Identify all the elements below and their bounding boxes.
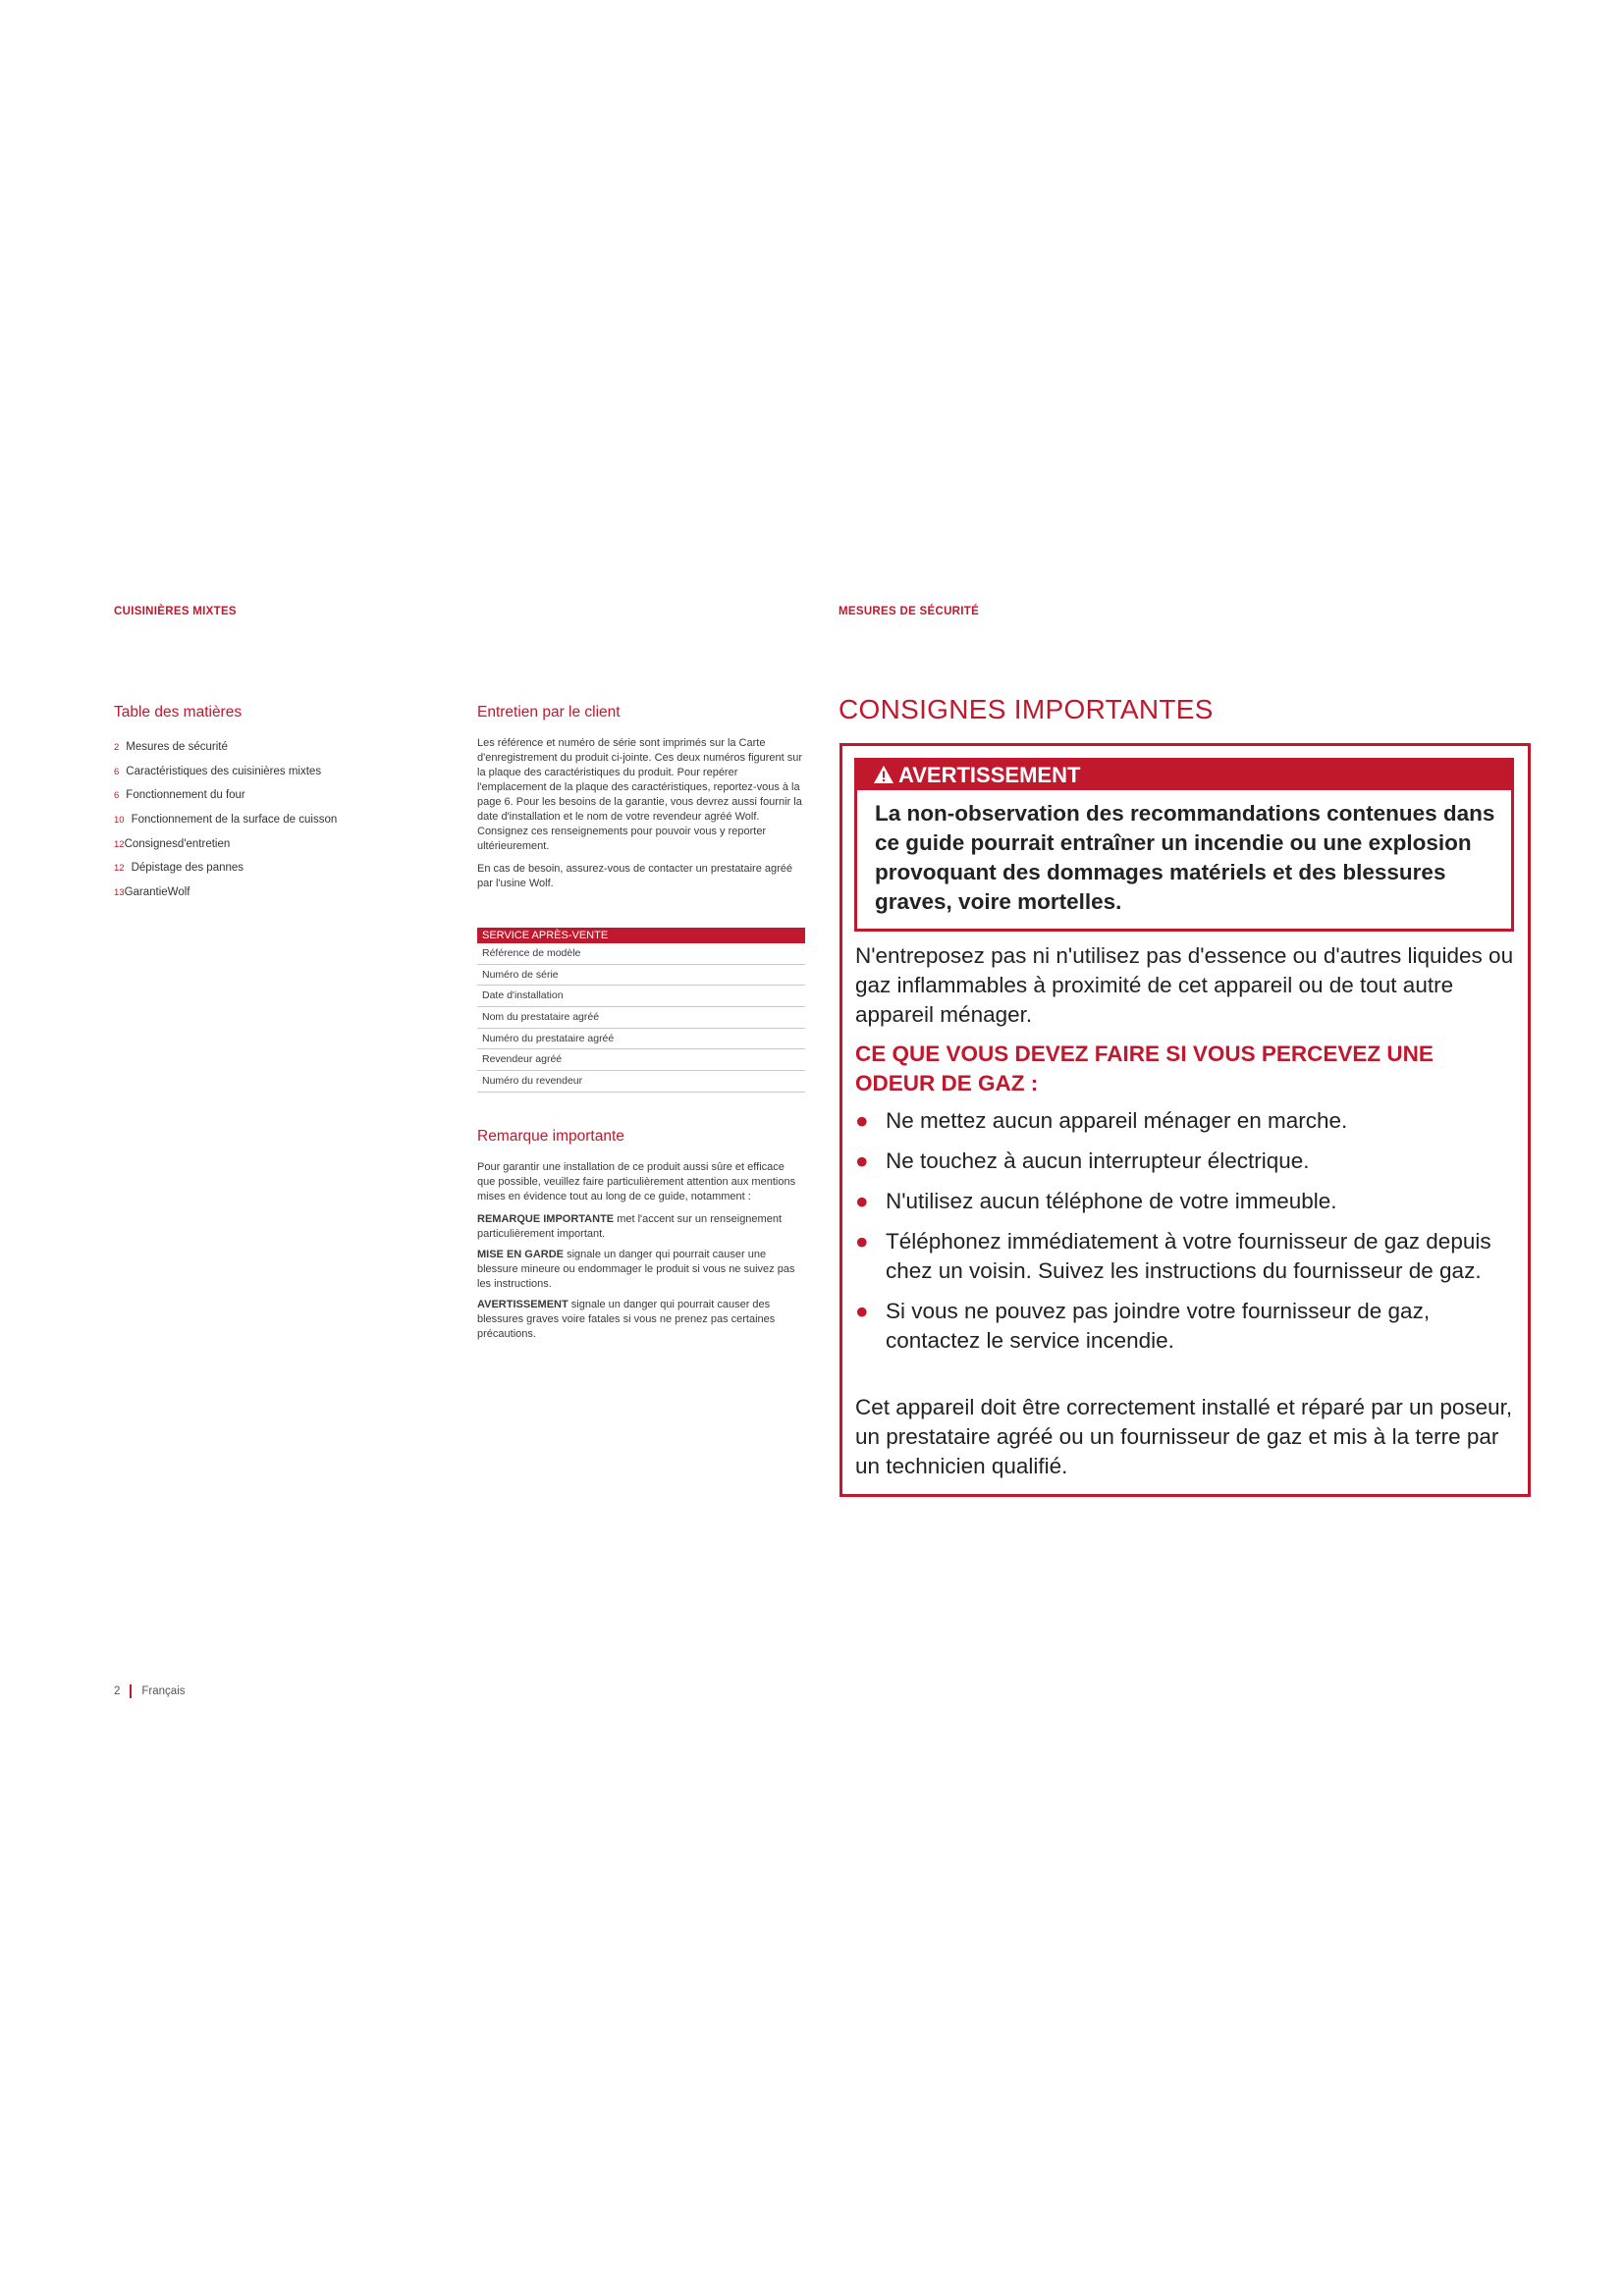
toc-item[interactable] xyxy=(114,861,408,885)
list-item-text: Ne touchez à aucun interrupteur électrique. xyxy=(886,1148,1310,1173)
warning-box xyxy=(854,758,1514,932)
warning-text: La non-observation des recommandations contenues dans ce guide pourrait entraîner un incendie ou une explosion provoquant des dommages matériels et des blessures graves, voire mortelles. xyxy=(875,801,1495,914)
toc-item[interactable] xyxy=(114,885,408,910)
list-item-text: Téléphonez immédiatement à votre fournisseur de gaz depuis chez un voisin. Suivez les instructions du fournisseur de gaz. xyxy=(886,1229,1491,1283)
note-term: AVERTISSEMENT xyxy=(477,1299,568,1310)
list-item-text: N'utilisez aucun téléphone de votre immeuble. xyxy=(886,1189,1337,1213)
toc-page-number: 6 xyxy=(114,790,120,802)
toc-item[interactable] xyxy=(114,740,408,765)
table-of-contents xyxy=(114,740,408,910)
page-number: 2 xyxy=(114,1685,121,1698)
maintenance-paragraph: En cas de besoin, assurez-vous de contacter un prestataire agréé par l'usine Wolf. xyxy=(477,863,793,889)
maintenance-text xyxy=(477,736,805,891)
table-row: Numéro du revendeur xyxy=(477,1071,805,1093)
toc-page-number: 12 xyxy=(114,838,125,850)
list-item-text: Si vous ne pouvez pas joindre votre fournisseur de gaz, contactez le service incendie. xyxy=(886,1299,1431,1353)
maintenance-title: Entretien par le client xyxy=(477,704,621,721)
note-term: MISE EN GARDE xyxy=(477,1249,565,1260)
note-title: Remarque importante xyxy=(477,1128,624,1145)
table-row: Référence de modèle xyxy=(477,943,805,965)
toc-page-number: 2 xyxy=(114,742,120,753)
footer-language: Français xyxy=(141,1685,186,1698)
toc-page-number: 10 xyxy=(114,815,125,827)
toc-item-label: GarantieWolf xyxy=(124,886,190,899)
note-term: REMARQUE IMPORTANTE xyxy=(477,1213,615,1225)
safety-intro: N'entreposez pas ni n'utilisez pas d'essence ou d'autres liquides ou gaz inflammables à proximité de cet appareil ou de tout autre appareil ménager. xyxy=(855,943,1514,1027)
toc-item[interactable] xyxy=(114,837,408,862)
toc-page-number: 13 xyxy=(114,887,125,899)
toc-item-label: Caractéristiques des cuisinières mixtes xyxy=(126,765,322,777)
section-header-right: MESURES DE SÉCURITÉ xyxy=(839,606,980,617)
note-intro: Pour garantir une installation de ce produit aussi sûre et efficace que possible, veuillez faire particulièrement attention aux mentions mises en évidence tout au long de ce guide, notamment : xyxy=(477,1161,796,1202)
toc-page-number: 12 xyxy=(114,863,125,875)
toc-item-label: Dépistage des pannes xyxy=(131,862,244,875)
toc-item-label: Mesures de sécurité xyxy=(126,741,228,753)
warning-label: AVERTISSEMENT xyxy=(898,763,1081,787)
table-row: Revendeur agréé xyxy=(477,1049,805,1071)
note-description: signale un danger qui pourrait causer une blessure mineure ou endommager le produit si vous ne suivez pas les instructions. xyxy=(477,1249,795,1290)
note-item xyxy=(477,1248,805,1292)
bullet-icon: ● xyxy=(855,1189,869,1213)
service-table xyxy=(477,928,805,1093)
note-text xyxy=(477,1160,805,1342)
section-header-left: CUISINIÈRES MIXTES xyxy=(114,606,237,617)
warning-triangle-icon xyxy=(873,765,894,784)
bullet-icon: ● xyxy=(855,1229,869,1254)
toc-item[interactable] xyxy=(114,788,408,813)
gas-heading: CE QUE VOUS DEVEZ FAIRE SI VOUS PERCEVEZ UNE ODEUR DE GAZ : xyxy=(855,1041,1434,1095)
toc-item[interactable] xyxy=(114,813,408,837)
note-item xyxy=(477,1212,805,1242)
table-row: Date d'installation xyxy=(477,986,805,1007)
service-table-header: SERVICE APRÈS-VENTE xyxy=(477,928,805,943)
table-row: Nom du prestataire agréé xyxy=(477,1007,805,1029)
toc-item[interactable] xyxy=(114,765,408,789)
list-item xyxy=(855,1297,1515,1356)
safety-title: CONSIGNES IMPORTANTES xyxy=(839,694,1214,724)
table-row: Numéro de série xyxy=(477,965,805,987)
table-row: Numéro du prestataire agréé xyxy=(477,1029,805,1050)
toc-page-number: 6 xyxy=(114,766,120,777)
toc-item-label: Consignesd'entretien xyxy=(124,837,231,850)
list-item xyxy=(855,1227,1515,1286)
page-footer xyxy=(114,1684,186,1698)
list-item xyxy=(855,1106,1515,1136)
note-description: met l'accent sur un renseignement particulièrement important. xyxy=(477,1213,782,1240)
toc-item-label: Fonctionnement du four xyxy=(126,789,245,802)
toc-item-label: Fonctionnement de la surface de cuisson xyxy=(131,814,338,827)
note-description: signale un danger qui pourrait causer des blessures graves voire fatales si vous ne prenez pas certaines précautions. xyxy=(477,1299,776,1340)
toc-title: Table des matières xyxy=(114,704,243,721)
note-item xyxy=(477,1298,805,1342)
footer-divider xyxy=(130,1684,132,1698)
list-item-text: Ne mettez aucun appareil ménager en marche. xyxy=(886,1108,1348,1133)
safety-closing: Cet appareil doit être correctement installé et réparé par un poseur, un prestataire agréé ou un fournisseur de gaz et mis à la terre par un technicien qualifié. xyxy=(855,1395,1513,1478)
list-item xyxy=(855,1147,1515,1176)
bullet-icon: ● xyxy=(855,1148,869,1173)
bullet-icon: ● xyxy=(855,1299,869,1323)
warning-header xyxy=(857,761,1511,790)
list-item xyxy=(855,1187,1515,1216)
maintenance-paragraph: Les référence et numéro de série sont imprimés sur la Carte d'enregistrement du produit ci-jointe. Ces deux numéros figurent sur la plaque des caractéristiques du produit. Pour repérer l'emplacement de la plaque des caractéristiques, reportez-vous à la page 6. Pour les besoins de la garantie, vous devrez aussi fournir la date d'installation et le nom de votre revendeur agréé Wolf. Consignez ces renseignements pour pouvoir vous y reporter ultérieurement. xyxy=(477,737,803,852)
gas-instructions-list xyxy=(855,1106,1515,1356)
bullet-icon: ● xyxy=(855,1108,869,1133)
